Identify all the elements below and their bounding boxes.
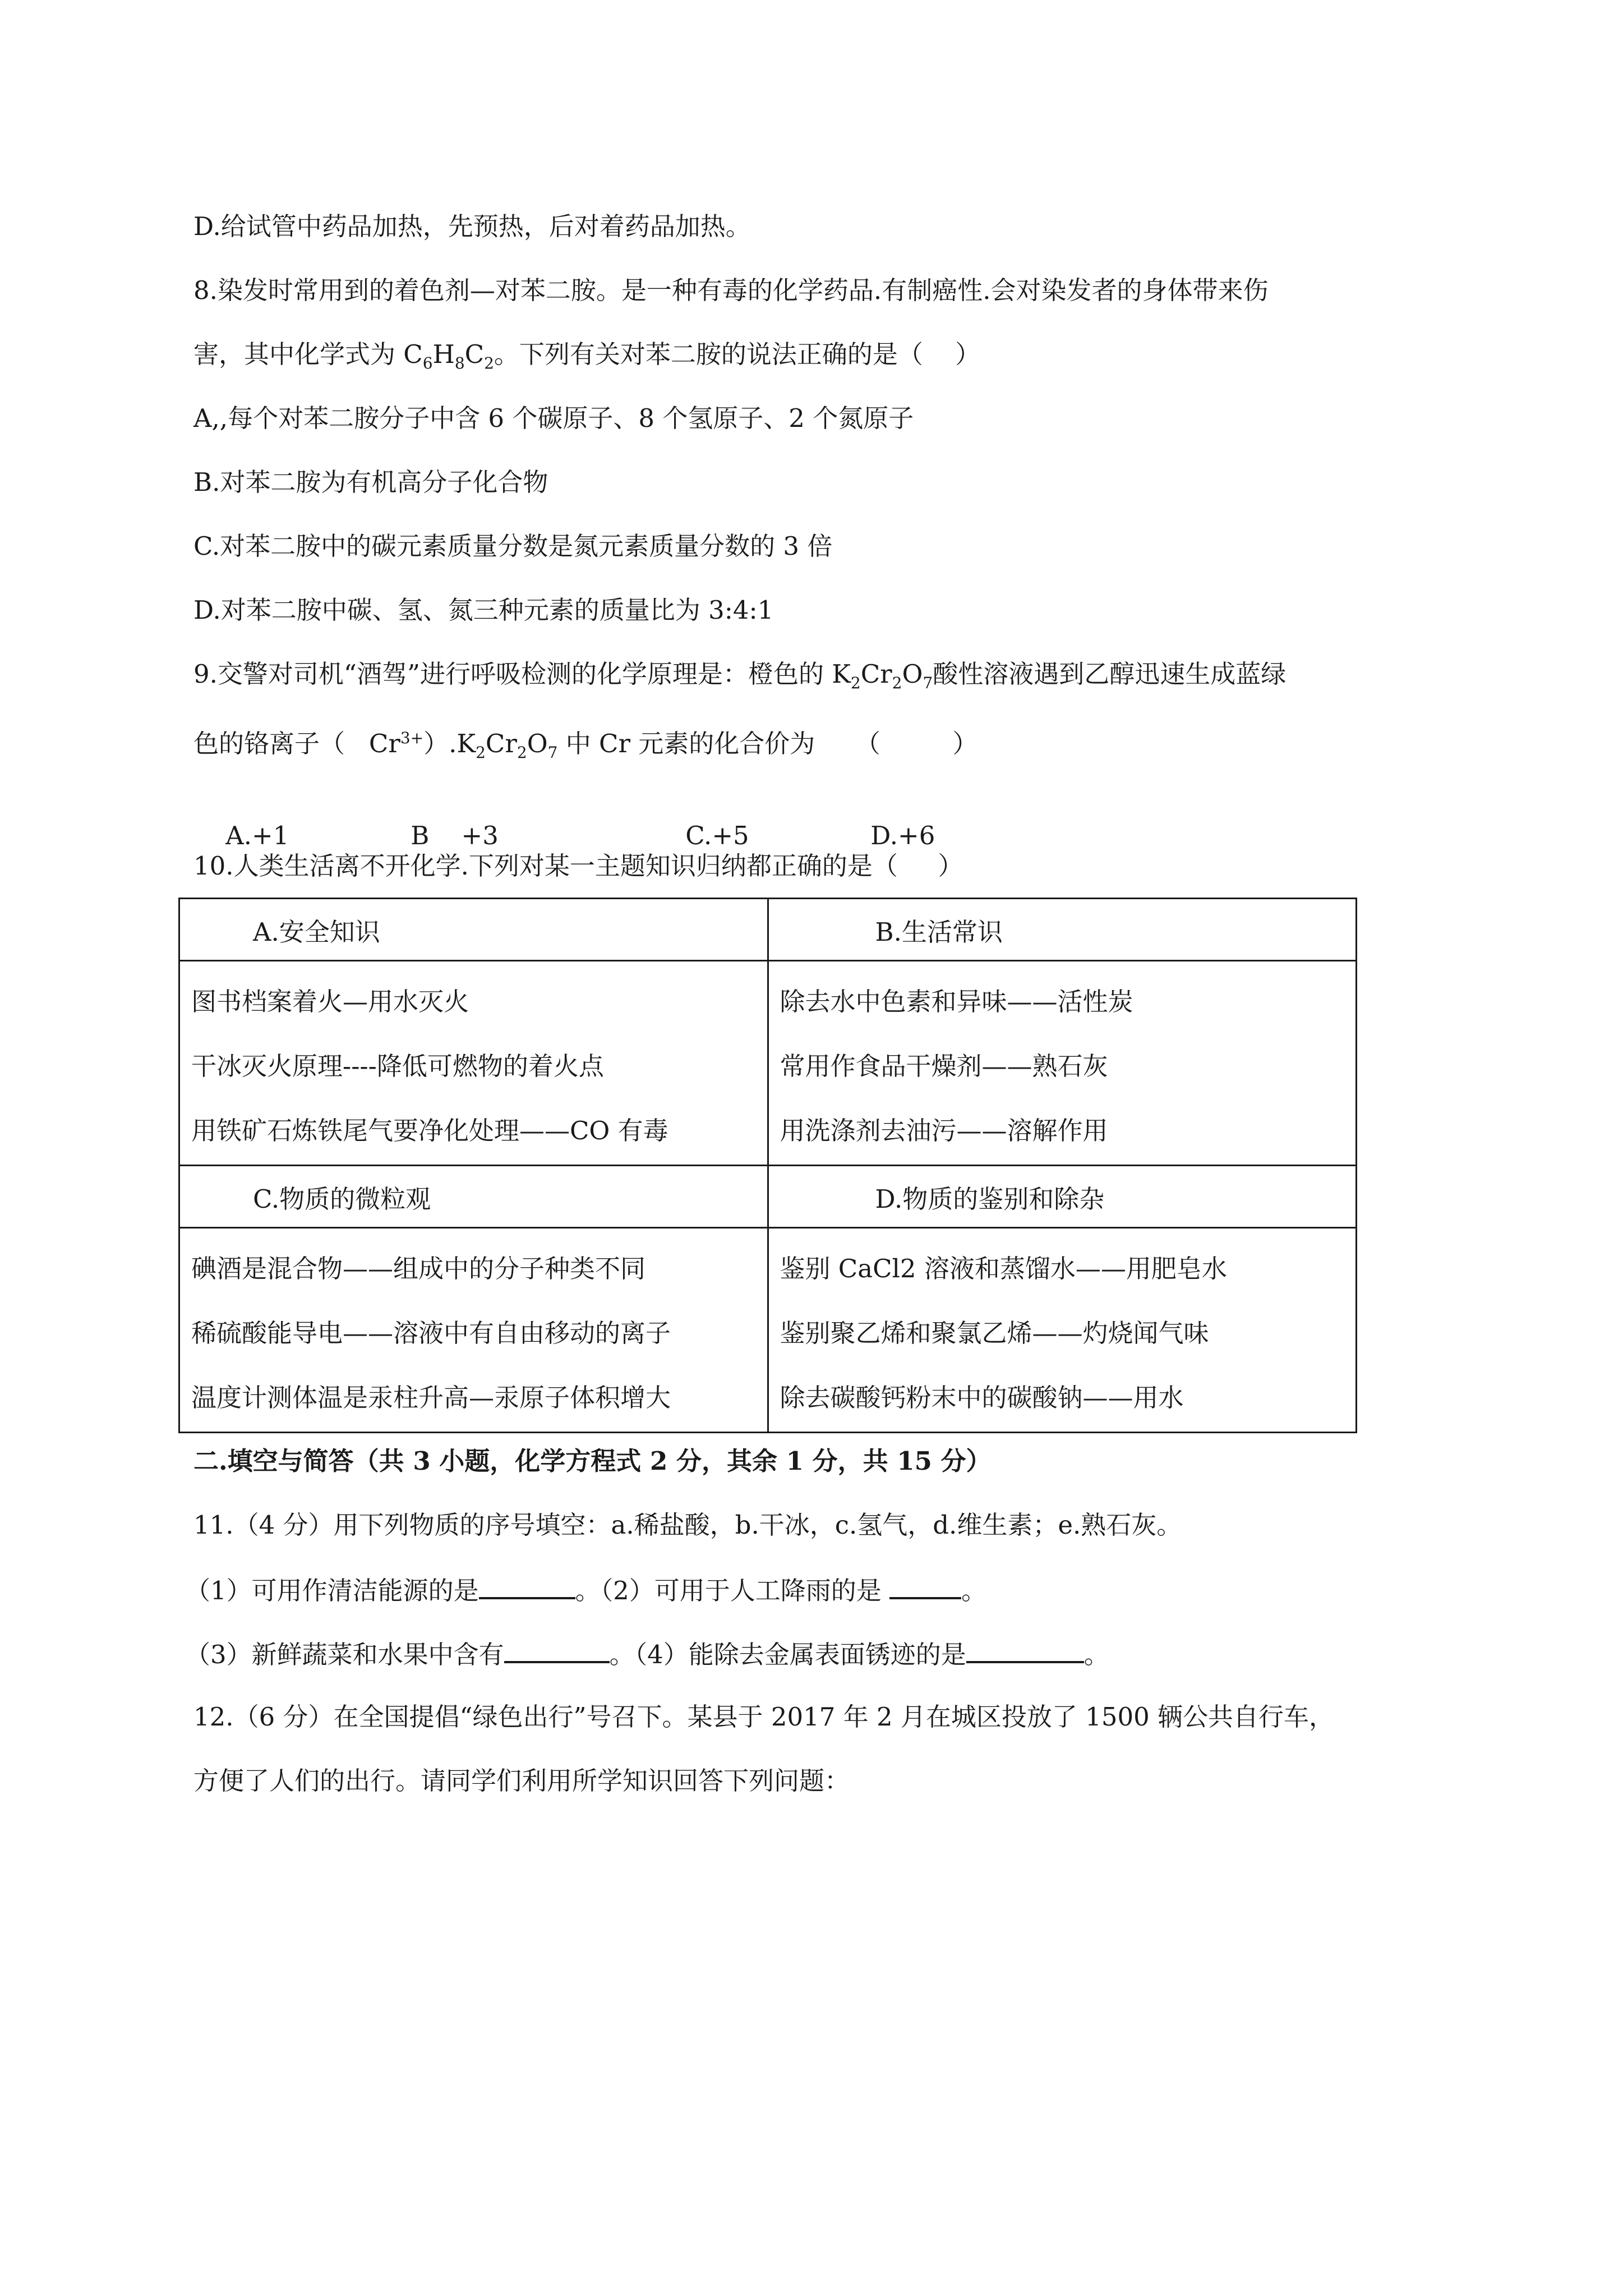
q11-parts-3-4: （3）新鲜蔬菜和水果中含有 。（4）能除去金属表面锈迹的是 。 bbox=[185, 1636, 1109, 1672]
q8-option-b: B.对苯二胺为有机高分子化合物 bbox=[193, 467, 548, 497]
q11-parts-1-2: （1）可用作清洁能源的是 。（2）可用于人工降雨的是 。 bbox=[185, 1572, 986, 1608]
table-item: 稀硫酸能导电——溶液中有自由移动的离子 bbox=[191, 1318, 671, 1348]
table-item: 除去水中色素和异味——活性炭 bbox=[780, 987, 1133, 1016]
q9-stem-line2: 色的铬离子（ $Cr^{3+}).K_2Cr_2O_7$ 中 Cr 元素的化合价为 （ ） bbox=[193, 729, 978, 762]
table-head-b: B.生活常识 bbox=[768, 899, 1357, 961]
section-2-heading: 二.填空与简答（共 3 小题，化学方程式 2 分，其余 1 分，共 15 分） bbox=[193, 1446, 992, 1476]
q9-option-b: B +3 bbox=[411, 821, 499, 850]
table-head-d: D.物质的鉴别和除杂 bbox=[768, 1166, 1357, 1228]
table-cell-a bbox=[179, 961, 768, 1166]
table-item: 常用作食品干燥剂——熟石灰 bbox=[780, 1051, 1108, 1081]
table-cell-b bbox=[768, 961, 1357, 1166]
table-item: 碘酒是混合物——组成中的分子种类不同 bbox=[191, 1254, 646, 1283]
table-item: 用铁矿石炼铁尾气要净化处理——CO 有毒 bbox=[191, 1116, 668, 1145]
q12-stem-line2: 方便了人们的出行。请同学们利用所学知识回答下列问题： bbox=[193, 1766, 850, 1796]
answer-blank-2[interactable] bbox=[889, 1572, 961, 1599]
q9-option-a: A.+1 bbox=[225, 821, 289, 850]
q8-option-d: D.对苯二胺中碳、氢、氮三种元素的质量比为 3:4:1 bbox=[193, 595, 774, 625]
table-head-a: A.安全知识 bbox=[179, 899, 768, 961]
table-cell-d bbox=[768, 1228, 1357, 1433]
table-head-c: C.物质的微粒观 bbox=[179, 1166, 768, 1228]
q8-option-c: C.对苯二胺中的碳元素质量分数是氮元素质量分数的 3 倍 bbox=[193, 531, 833, 561]
q11-stem: 11.（4 分）用下列物质的序号填空：a.稀盐酸，b.干冰，c.氢气，d.维生素；e.熟石灰。 bbox=[193, 1510, 1182, 1540]
table-item: 温度计测体温是汞柱升高—汞原子体积增大 bbox=[191, 1383, 671, 1412]
q8-stem-line1: 8.染发时常用到的着色剂—对苯二胺。是一种有毒的化学药品.有制癌性.会对染发者的身体带来伤 bbox=[193, 275, 1269, 305]
q9-option-d: D.+6 bbox=[870, 821, 935, 850]
q9-stem-line1: 9.交警对司机“酒驾”进行呼吸检测的化学原理是：橙色的 $K_2Cr_2O_7$酸性溶液遇到乙醇迅速生成蓝绿 bbox=[193, 659, 1287, 692]
table-item: 用洗涤剂去油污——溶解作用 bbox=[780, 1116, 1108, 1145]
q12-stem-line1: 12.（6 分）在全国提倡“绿色出行”号召下。某县于 2017 年 2 月在城区投放了 1500 辆公共自行车， bbox=[193, 1702, 1335, 1732]
knowledge-table bbox=[178, 898, 1357, 1433]
table-item: 干冰灭火原理----降低可燃物的着火点 bbox=[191, 1051, 604, 1081]
answer-blank-4[interactable] bbox=[966, 1636, 1084, 1663]
q10-stem: 10.人类生活离不开化学.下列对某一主题知识归纳都正确的是（ ） bbox=[193, 851, 963, 881]
table-item: 图书档案着火—用水灭火 bbox=[191, 987, 469, 1016]
answer-blank-3[interactable] bbox=[504, 1636, 610, 1663]
table-item: 鉴别 CaCl2 溶液和蒸馏水——用肥皂水 bbox=[780, 1254, 1227, 1283]
q8-stem-line2: 害，其中化学式为 $C_6H_8C_2$。下列有关对苯二胺的说法正确的是（ ） bbox=[193, 339, 981, 372]
q9-option-c: C.+5 bbox=[685, 821, 749, 850]
table-cell-c bbox=[179, 1228, 768, 1433]
q8-option-a: A,,每个对苯二胺分子中含 6 个碳原子、8 个氢原子、2 个氮原子 bbox=[193, 403, 914, 433]
q7-option-d: D.给试管中药品加热，先预热，后对着药品加热。 bbox=[193, 211, 751, 241]
table-item: 除去碳酸钙粉末中的碳酸钠——用水 bbox=[780, 1383, 1184, 1412]
answer-blank-1[interactable] bbox=[479, 1572, 575, 1599]
table-item: 鉴别聚乙烯和聚氯乙烯——灼烧闻气味 bbox=[780, 1318, 1209, 1348]
